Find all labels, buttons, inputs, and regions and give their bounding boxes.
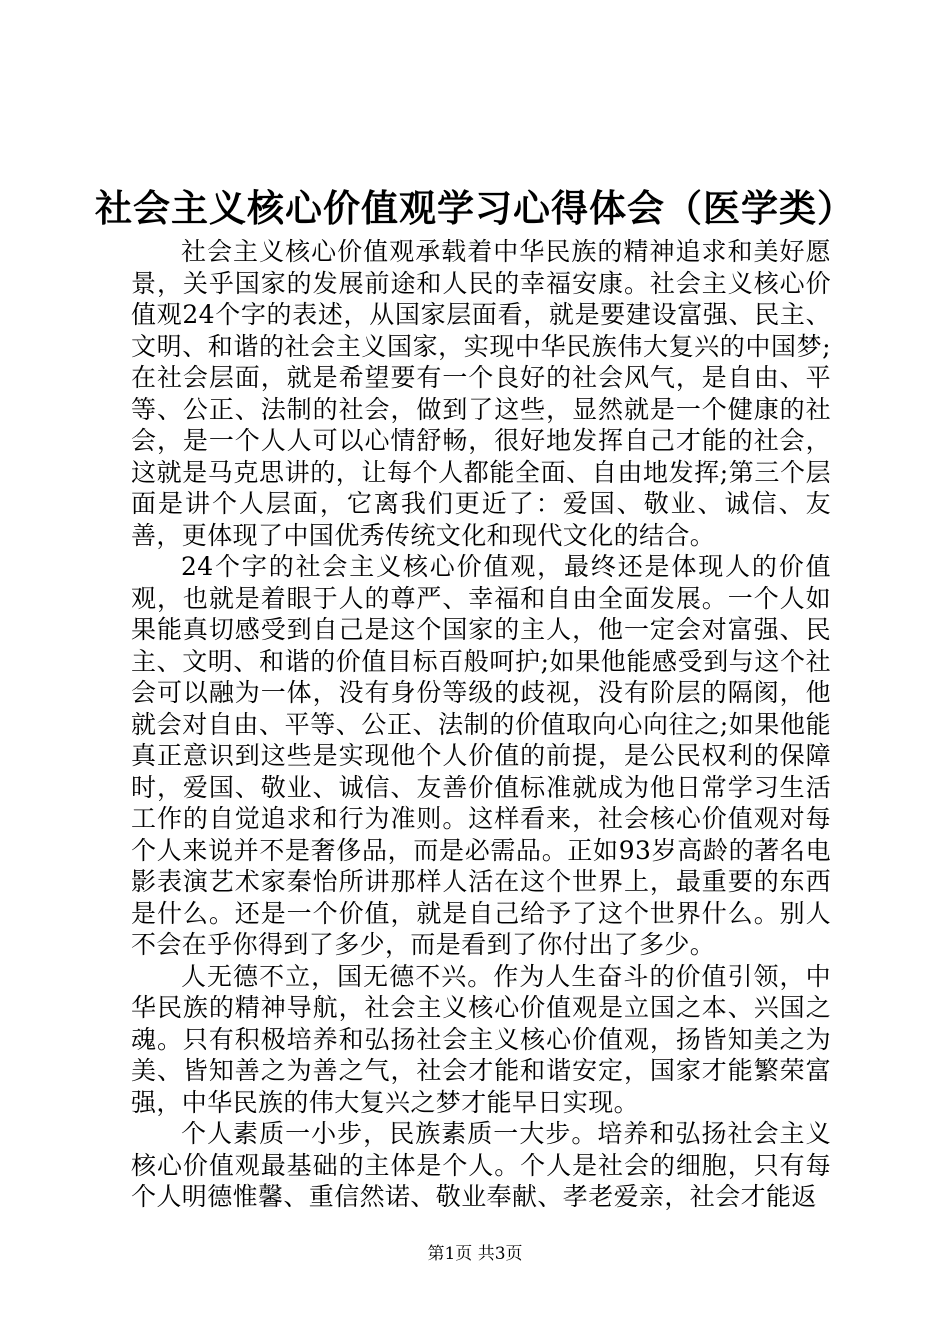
page-number-footer: 第1页 共3页 <box>427 1244 523 1264</box>
paragraph: 24个字的社会主义核心价值观，最终还是体现人的价值观，也就是着眼于人的尊严、幸福和自由全面发展。一个人如果能真切感受到自己是这个国家的主人，他一定会对富强、民主、文明、和谐的价值目标百般呵护;如果他能感受到与这个社会可以融为一体，没有身份等级的歧视，没有阶层的隔阂，他就会对自由、平等、公正、法制的价值取向心向往之;如果他能真正意识到这些是实现他个人价值的前提，是公民权利的保障时，爱国、敬业、诚信、友善价值标准就成为他日常学习生活工作的自觉追求和行为准则。这样看来，社会核心价值观对每个人来说并不是奢侈品，而是必需品。正如93岁高龄的著名电影表演艺术家秦怡所讲那样人活在这个世界上，最重要的东西是什么。还是一个价值，就是自己给予了这个世界什么。别人不会在乎你得到了多少，而是看到了你付出了多少。 <box>131 552 831 959</box>
paragraph: 个人素质一小步，民族素质一大步。培养和弘扬社会主义核心价值观最基础的主体是个人。个人是社会的细胞，只有每个人明德惟馨、重信然诺、敬业奉献、孝老爱亲，社会才能返 <box>131 1119 831 1211</box>
document-body <box>131 236 831 1213</box>
paragraph: 社会主义核心价值观承载着中华民族的精神追求和美好愿景，关乎国家的发展前途和人民的幸福安康。社会主义核心价值观24个字的表述，从国家层面看，就是要建设富强、民主、文明、和谐的社会主义国家，实现中华民族伟大复兴的中国梦;在社会层面，就是希望要有一个良好的社会风气，是自由、平等、公正、法制的社会，做到了这些，显然就是一个健康的社会，是一个人人可以心情舒畅，很好地发挥自己才能的社会，这就是马克思讲的，让每个人都能全面、自由地发挥;第三个层面是讲个人层面，它离我们更近了：爱国、敬业、诚信、友善，更体现了中国优秀传统文化和现代文化的结合。 <box>131 237 831 550</box>
paragraph: 人无德不立，国无德不兴。作为人生奋斗的价值引领，中华民族的精神导航，社会主义核心价值观是立国之本、兴国之魂。只有积极培养和弘扬社会主义核心价值观，扬皆知美之为美、皆知善之为善之气，社会才能和谐安定，国家才能繁荣富强，中华民族的伟大复兴之梦才能早日实现。 <box>131 961 831 1117</box>
document-title: 社会主义核心价值观学习心得体会（医学类） <box>95 186 855 230</box>
